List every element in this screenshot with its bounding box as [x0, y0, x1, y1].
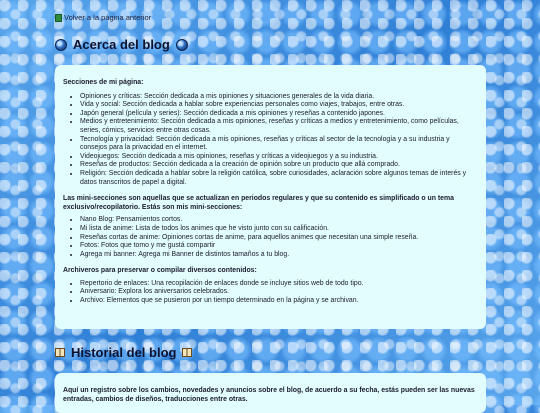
list-item: • Medios y entretenimiento: Sección dedicada a mis opiniones, reseñas y críticas a medios y entretenimiento, como películas, series, cómics, servicios entre otras cosas. [80, 118, 478, 135]
list-item: • Religión: Sección dedicada a hablar sobre la religión católica, sobre curiosidades, aclaración sobre algunos temas de interés y datos transcritos de papel a digital. [80, 170, 478, 187]
history-title-text: Historial del blog [71, 345, 177, 360]
history-intro: Aquí un registro sobre los cambios, novedades y anuncios sobre el blog, de acuerdo a su fecha, estás pueden ser las nuevas entradas, cambios de diseños, traducciones entre otras. [63, 387, 475, 403]
sections-list [63, 93, 478, 188]
archives-heading: Archiveros para preservar o compilar diversos contenidos: [63, 267, 257, 275]
list-item: • Vida y social: Sección dedicada a hablar sobre experiencias personales como viajes, trabajos, entre otras. [80, 101, 478, 110]
globe-icon [55, 39, 67, 51]
history-card [55, 373, 486, 413]
globe-icon [176, 39, 188, 51]
sections-heading: Secciones de mi página: [63, 79, 144, 86]
mini-sections-heading: Las mini-secciones son aquellas que se actualizan en periodos regulares y que su contenido es simplificado o un tema exclusivo/recopilatorio. Estás son mis mini-secciones: [63, 195, 454, 211]
list-item: • Reseñas cortas de anime: Opiniones cortas de anime, para aquellos animes que necesitan una simple reseña. [80, 234, 478, 243]
list-item: • Nano Blog: Pensamientos cortos. [80, 216, 478, 225]
about-title-text: Acerca del blog [73, 37, 170, 52]
list-item: • Mi lista de anime: Lista de todos los animes que he visto junto con su calificación. [80, 225, 478, 234]
archives-list [63, 280, 478, 306]
list-item: • Fotos: Fotos que tomo y me gustá compartir [80, 242, 478, 251]
back-link-label: Volver a la página anterior [64, 13, 152, 22]
list-item: • Archivo: Elementos que se pusieron por un tiempo determinado en la página y se archivan. [80, 297, 478, 306]
list-item: • Agrega mi banner: Agrega mi Banner de distintos tamaños a tu blog. [80, 251, 478, 260]
open-book-icon [55, 348, 65, 357]
list-item: • Repertorio de enlaces: Una recopilación de enlaces donde se incluye sitios web de todo tipo. [80, 280, 478, 289]
list-item: • Opiniones y críticas: Sección dedicada a mis opiniones y situaciones generales de la vida diaria. [80, 93, 478, 102]
open-book-icon [182, 348, 192, 357]
about-card [55, 65, 486, 329]
list-item: • Videojuegos: Sección dedicada a mis opiniones, reseñas y críticas a videojuegos y a su industria. [80, 153, 478, 162]
back-link[interactable] [55, 13, 151, 22]
list-item: • Reseñas de productos: Sección dedicada a la creación de opinión sobre un producto que allá comprado. [80, 161, 478, 170]
mini-sections-list [63, 216, 478, 259]
list-item: • Japón general (película y series): Sección dedicada a mis opiniones y reseñas a contenido japones. [80, 110, 478, 119]
history-title [55, 345, 192, 360]
list-item: • Aniversario: Explora los aniversarios celebrados. [80, 288, 478, 297]
book-icon [55, 14, 62, 22]
about-title [55, 37, 188, 52]
list-item: • Tecnología y privacidad: Sección dedicada a mis opiniones, reseñas y críticas al sector de la tecnología y a su industria y consejos para la privacidad en el internet. [80, 136, 478, 153]
